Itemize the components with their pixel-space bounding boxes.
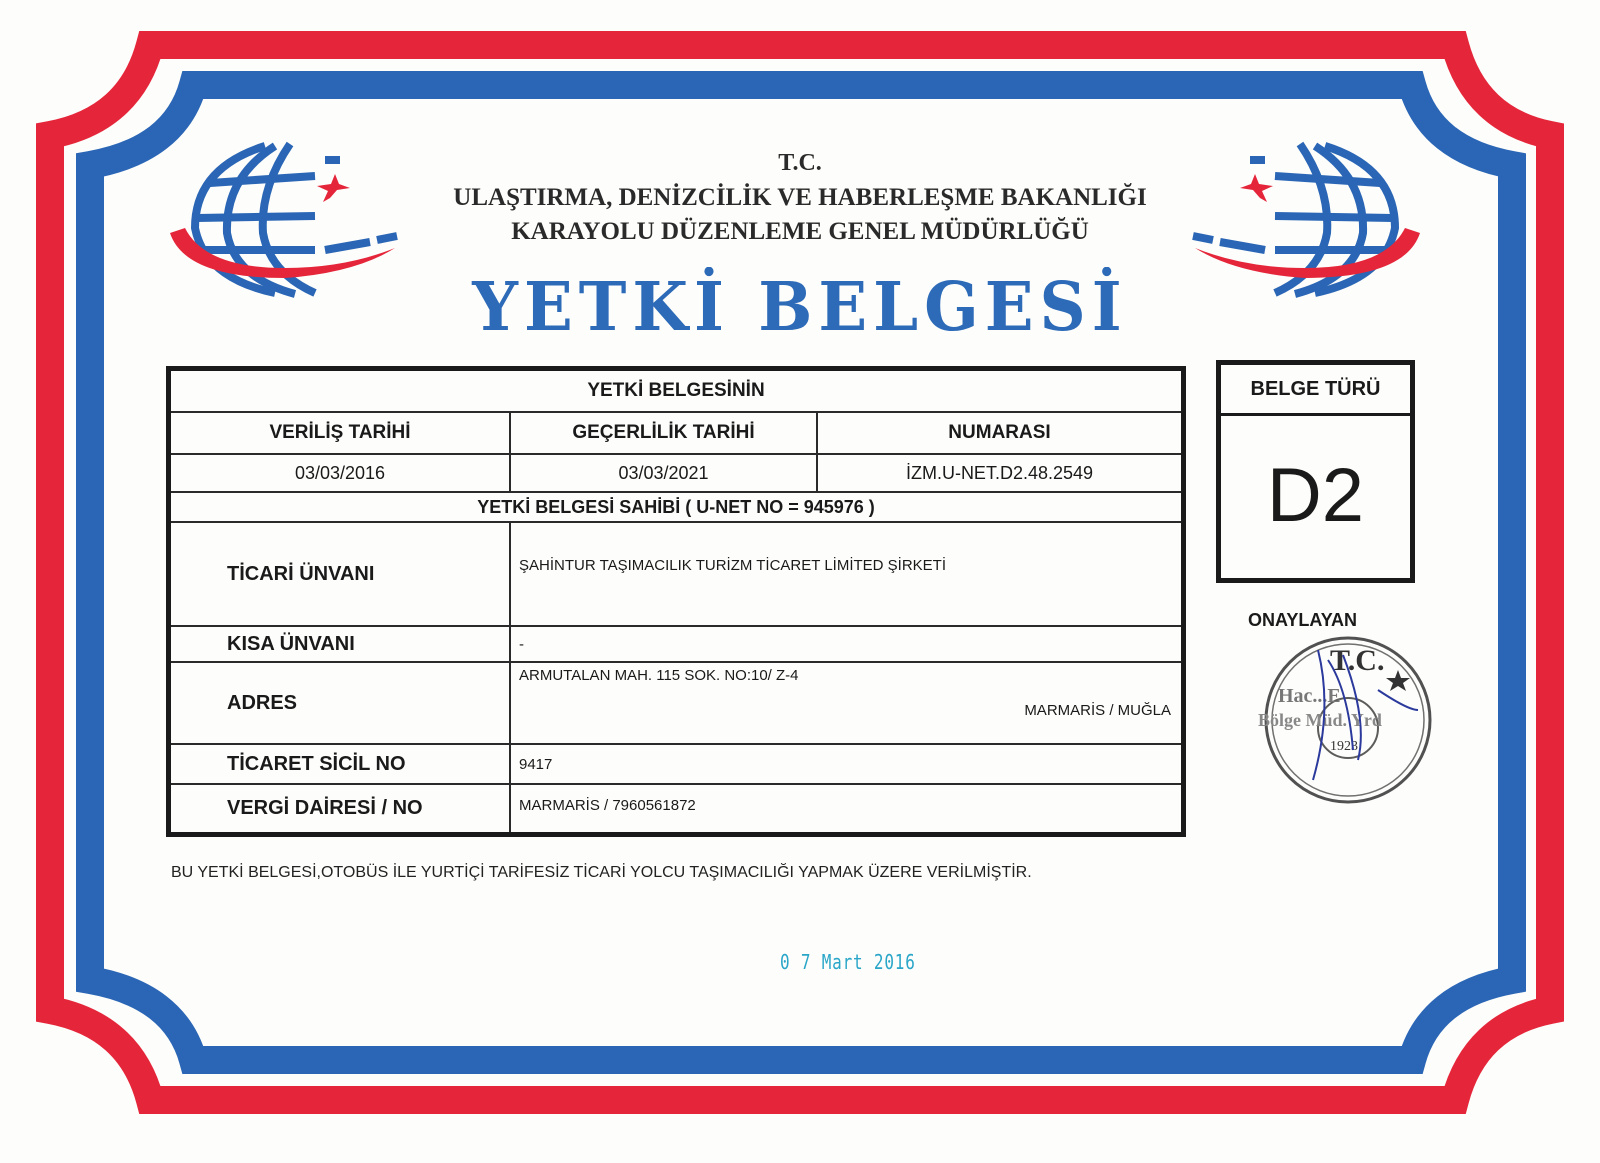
value-short-name: - (510, 626, 1184, 662)
document-type-box (1216, 360, 1415, 583)
header-ministry: ULAŞTIRMA, DENİZCİLİK VE HABERLEŞME BAKANLIĞI (453, 184, 1147, 211)
table-row (169, 744, 1184, 784)
official-seal-icon (1258, 630, 1438, 810)
stamp-year: 1923 (1330, 739, 1358, 754)
label-trade-name: TİCARİ ÜNVANI (169, 522, 511, 626)
issue-date: 03/03/2016 (169, 454, 511, 492)
certificate-statement: BU YETKİ BELGESİ,OTOBÜS İLE YURTİÇİ TARİFESİZ TİCARİ YOLCU TAŞIMACILIĞI YAPMAK ÜZERE VERİLMİŞTİR. (171, 864, 1032, 881)
owner-title: YETKİ BELGESİ SAHİBİ ( U-NET NO = 945976 ) (169, 492, 1184, 522)
certificate-table (166, 366, 1186, 837)
table-row (169, 784, 1184, 834)
certificate-number: İZM.U-NET.D2.48.2549 (817, 454, 1184, 492)
label-short-name: KISA ÜNVANI (169, 626, 511, 662)
table-row (169, 662, 1184, 744)
validity-date: 03/03/2021 (510, 454, 817, 492)
value-address (510, 662, 1184, 744)
label-trade-registry-no: TİCARET SİCİL NO (169, 744, 511, 784)
header-tc: T.C. (778, 150, 822, 176)
label-address: ADRES (169, 662, 511, 744)
value-trade-name: ŞAHİNTUR TAŞIMACILIK TURİZM TİCARET LİMİTED ŞİRKETİ (510, 522, 1184, 626)
stamp-title: Bölge Müd. Yrd (1258, 710, 1382, 730)
column-header-validity-date: GEÇERLİLİK TARİHİ (510, 412, 817, 454)
value-tax-office: MARMARİS / 7960561872 (510, 784, 1184, 834)
label-tax-office: VERGİ DAİRESİ / NO (169, 784, 511, 834)
document-type-label: BELGE TÜRÜ (1221, 365, 1410, 416)
stamp-name: Hac...E (1278, 685, 1341, 707)
column-header-issue-date: VERİLİŞ TARİHİ (169, 412, 511, 454)
header-directorate: KARAYOLU DÜZENLEME GENEL MÜDÜRLÜĞÜ (511, 218, 1089, 245)
stamp-tc: T.C. (1330, 644, 1385, 677)
table-row (169, 626, 1184, 662)
address-line-2: MARMARİS / MUĞLA (1024, 702, 1171, 719)
section-title: YETKİ BELGESİNİN (169, 369, 1184, 413)
value-trade-registry-no: 9417 (510, 744, 1184, 784)
address-line-1: ARMUTALAN MAH. 115 SOK. NO:10/ Z-4 (519, 667, 799, 684)
approver-label: ONAYLAYAN (1248, 610, 1358, 630)
column-header-number: NUMARASI (817, 412, 1184, 454)
document-type-value: D2 (1266, 453, 1365, 538)
document-title: YETKİ BELGESİ (472, 268, 1128, 347)
table-row (169, 522, 1184, 626)
date-stamp: 0 7 Mart 2016 (780, 950, 916, 974)
